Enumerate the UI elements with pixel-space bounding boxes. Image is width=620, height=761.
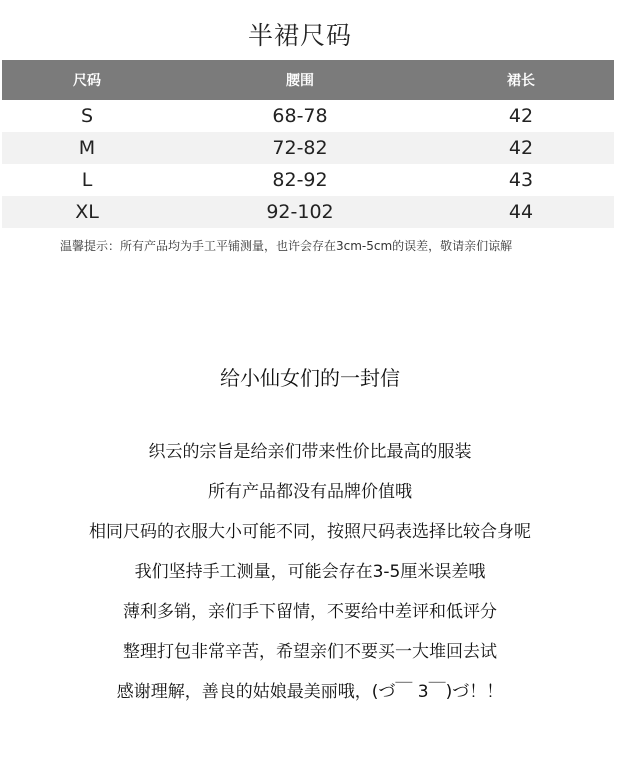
letter-body <box>0 432 620 712</box>
table-row <box>2 132 614 164</box>
letter-line: 感谢理解，善良的姑娘最美丽哦，(づ￣ 3￣)づ！！ <box>116 682 504 702</box>
cell-size: XL <box>2 196 172 228</box>
size-chart-table <box>2 60 614 228</box>
table-row <box>2 196 614 228</box>
letter-line: 所有产品都没有品牌价值哦 <box>208 482 412 502</box>
header-size: 尺码 <box>2 60 172 100</box>
cell-skirt-length: 43 <box>508 169 534 191</box>
letter-line: 织云的宗旨是给亲们带来性价比最高的服装 <box>148 442 472 462</box>
cell-size: S <box>80 105 94 127</box>
cell-size: M <box>2 132 172 164</box>
table-header-row <box>2 60 614 100</box>
cell-waist: 72-82 <box>172 132 428 164</box>
cell-skirt-length: 42 <box>428 132 614 164</box>
table-row <box>2 164 614 196</box>
letter-line: 薄利多销，亲们手下留情，不要给中差评和低评分 <box>123 602 497 622</box>
table-row <box>2 100 614 132</box>
page-title: 半裙尺码 <box>247 21 352 50</box>
cell-waist: 92-102 <box>172 196 428 228</box>
letter-line: 整理打包非常辛苦，希望亲们不要买一大堆回去试 <box>123 642 497 662</box>
letter-title: 给小仙女们的一封信 <box>220 366 400 390</box>
cell-skirt-length: 42 <box>508 105 534 127</box>
cell-waist: 68-78 <box>272 105 328 127</box>
cell-size: L <box>81 169 93 191</box>
cell-skirt-length: 44 <box>428 196 614 228</box>
measurement-note: 温馨提示：所有产品均为手工平铺测量，也许会存在3cm-5cm的误差，敬请亲们谅解 <box>60 239 513 253</box>
letter-line: 相同尺码的衣服大小可能不同，按照尺码表选择比较合身呢 <box>89 522 531 542</box>
header-waist: 腰围 <box>172 60 428 100</box>
header-skirt-length: 裙长 <box>428 60 614 100</box>
letter-line: 我们坚持手工测量，可能会存在3-5厘米误差哦 <box>134 562 486 582</box>
cell-waist: 82-92 <box>272 169 328 191</box>
